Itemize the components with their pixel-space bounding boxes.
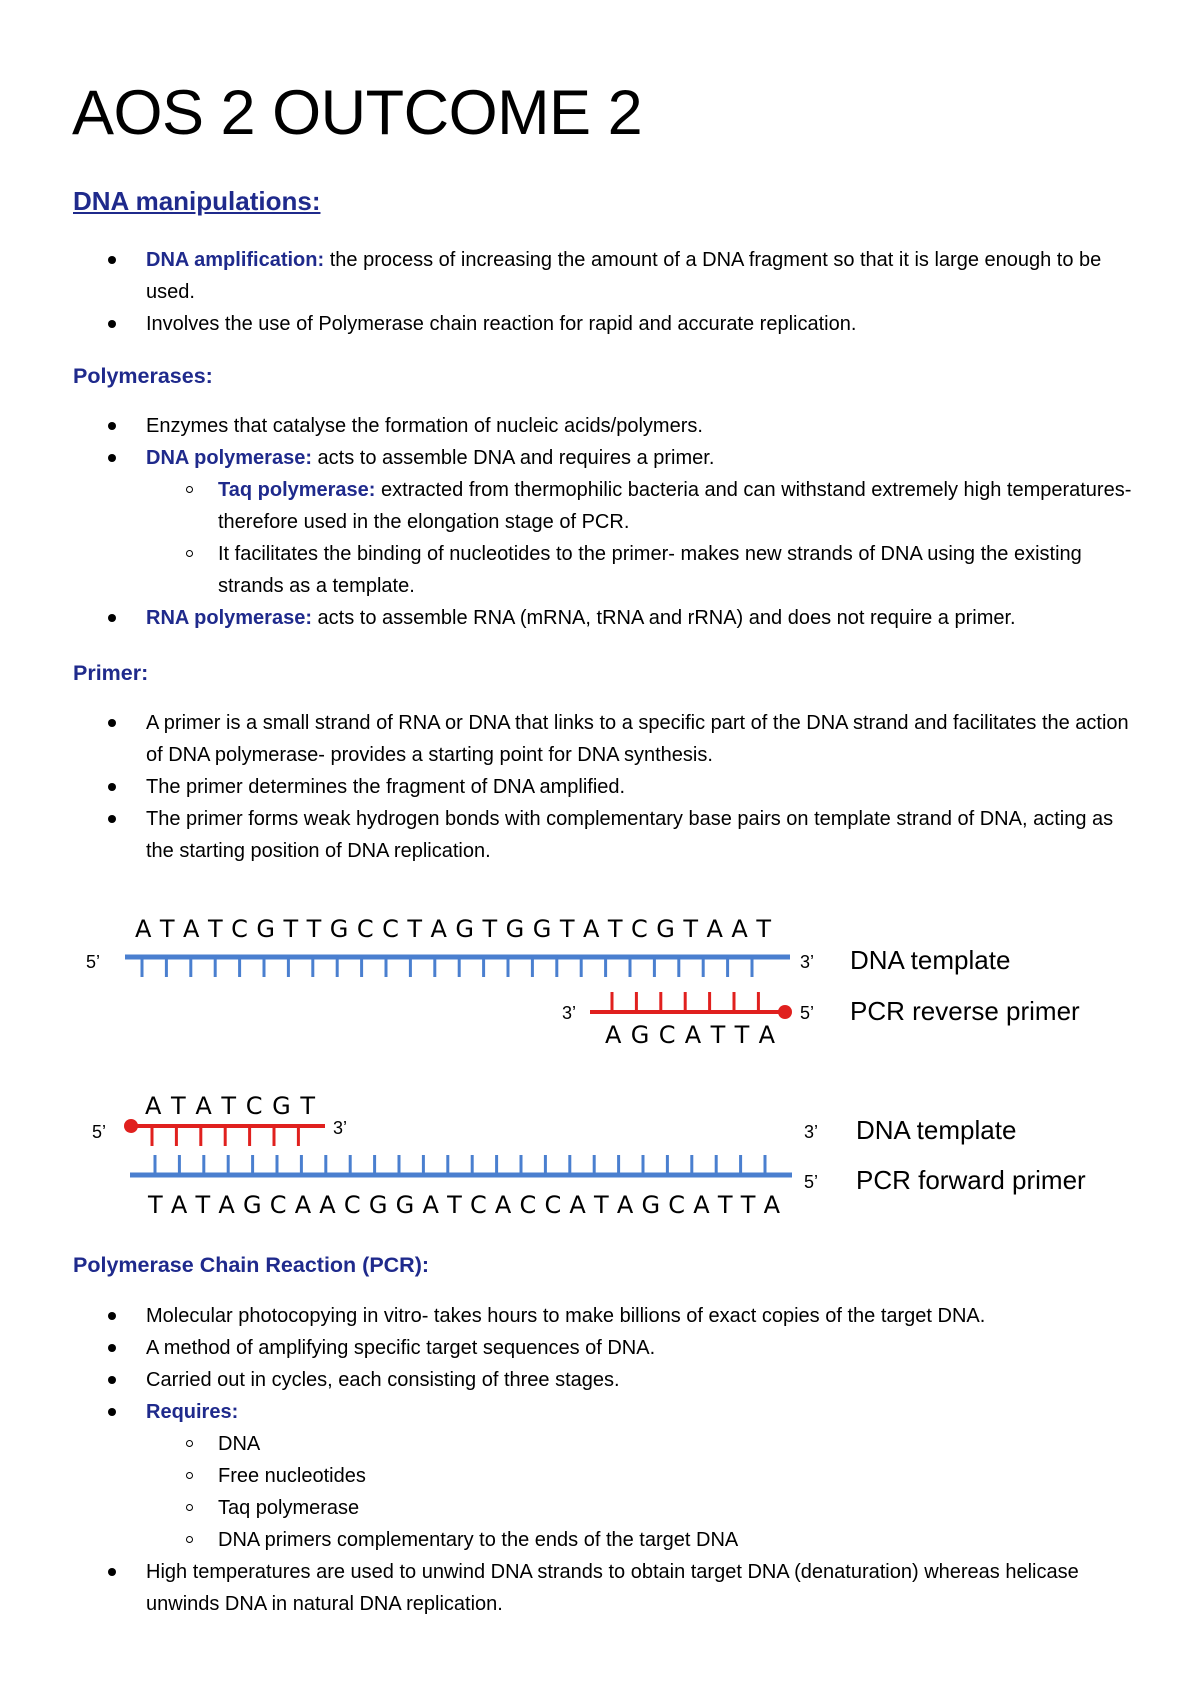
list-item-text: Molecular photocopying in vitro- takes hours to make billions of exact copies of the target DNA. [146,1305,986,1327]
five-prime-label: 5’ [804,1172,819,1192]
list-item-text: Free nucleotides [218,1465,366,1487]
list-item-text: A primer is a small strand of RNA or DNA that links to a specific part of the DNA strand and facilitates the action of DNA polymerase- provides a starting point for DNA synthesis. [146,712,1129,766]
polymerases-list [0,410,1200,634]
template-bases [142,957,752,977]
page-title: AOS 2 OUTCOME 2 [72,78,643,148]
list-item-text: DNA [218,1433,261,1455]
list-item [0,1332,1200,1364]
five-prime-label: 5’ [800,1003,815,1023]
list-item [0,244,1200,308]
heading-polymerases: Polymerases: [73,364,213,388]
list-item [0,707,1200,771]
three-prime-label: 3’ [333,1118,348,1138]
list-item-text: Enzymes that catalyse the formation of nucleic acids/polymers. [146,415,703,437]
sub-list-item [146,1460,1140,1492]
sub-list-item [146,538,1140,602]
list-item-text: the process of increasing the amount of a DNA fragment so that it is large enough to be used. [146,249,1102,303]
primer-bases [152,1126,298,1146]
dna-template-label: DNA template [856,1115,1017,1145]
sub-list-item [146,474,1140,538]
reverse-primer-sequence: A G C A T T A [605,1021,775,1049]
heading-pcr: Polymerase Chain Reaction (PCR): [73,1253,430,1277]
reverse-primer-diagram [0,905,1200,1055]
list-item [0,771,1200,803]
pcr-reverse-primer-label: PCR reverse primer [850,996,1080,1026]
forward-primer-5-end [124,1119,138,1133]
list-item-text: The primer determines the fragment of DNA amplified. [146,776,626,798]
list-item [0,442,1200,602]
term-taq-polymerase: Taq polymerase: [218,479,376,501]
pcr-forward-primer-label: PCR forward primer [856,1165,1086,1195]
list-item [0,1364,1200,1396]
list-item-text: DNA primers complementary to the ends of the target DNA [218,1529,739,1551]
list-item-text: extracted from thermophilic bacteria and can withstand extremely high temperatures- therefore used in the elongation stage of PCR. [218,479,1132,533]
list-item [0,308,1200,340]
list-item-text: The primer forms weak hydrogen bonds with complementary base pairs on template strand of DNA, acting as the starting position of DNA replication. [146,808,1114,862]
term-dna-amplification: DNA amplification: [146,249,325,271]
requires-sublist [146,1428,1140,1556]
list-item [0,1396,1200,1556]
template-sequence: T A T A G C A A C G G A T C A C C A T A G C A T T A [148,1191,780,1219]
sub-list-item [146,1524,1140,1556]
list-item-text: It facilitates the binding of nucleotides to the primer- makes new strands of DNA using the existing strands as a template. [218,543,1082,597]
list-item [0,1300,1200,1332]
term-dna-polymerase: DNA polymerase: [146,447,312,469]
forward-primer-sequence: A T A T C G T [145,1092,315,1120]
sub-list-item [146,1492,1140,1524]
five-prime-label: 5’ [92,1122,107,1142]
forward-primer-diagram [0,1082,1200,1222]
list-item [0,803,1200,867]
term-rna-polymerase: RNA polymerase: [146,607,312,629]
primer-list [0,707,1200,867]
list-item [0,1556,1200,1620]
list-item [0,602,1200,634]
list-item-text: Involves the use of Polymerase chain reaction for rapid and accurate replication. [146,313,857,335]
template-sequence: A T A T C G T T G C C T A G T G G T A T C G T A A T [135,915,771,943]
list-item-text: Taq polymerase [218,1497,360,1519]
three-prime-label: 3’ [562,1003,577,1023]
list-item-text: A method of amplifying specific target sequences of DNA. [146,1337,656,1359]
list-item-text: High temperatures are used to unwind DNA strands to obtain target DNA (denaturation) whereas helicase unwinds DNA in natural DNA replication. [146,1561,1079,1615]
template-bases [155,1155,765,1175]
list-item-text: acts to assemble DNA and requires a primer. [311,447,715,469]
list-item-text: acts to assemble RNA (mRNA, tRNA and rRNA) and does not require a primer. [311,607,1016,629]
reverse-primer-5-end [778,1005,792,1019]
three-prime-label: 3’ [800,952,815,972]
primer-bases [612,992,758,1012]
three-prime-label: 3’ [804,1122,819,1142]
dna-template-label: DNA template [850,945,1011,975]
sub-list-item [146,1428,1140,1460]
dna-manipulations-list [0,244,1200,340]
term-requires: Requires: [146,1401,239,1423]
heading-primer: Primer: [73,661,149,685]
heading-dna-manipulations: DNA manipulations: [73,186,321,216]
list-item [0,410,1200,442]
list-item-text: Carried out in cycles, each consisting of three stages. [146,1369,620,1391]
dna-polymerase-sublist [146,474,1140,602]
five-prime-label: 5’ [86,952,101,972]
pcr-list [0,1300,1200,1620]
